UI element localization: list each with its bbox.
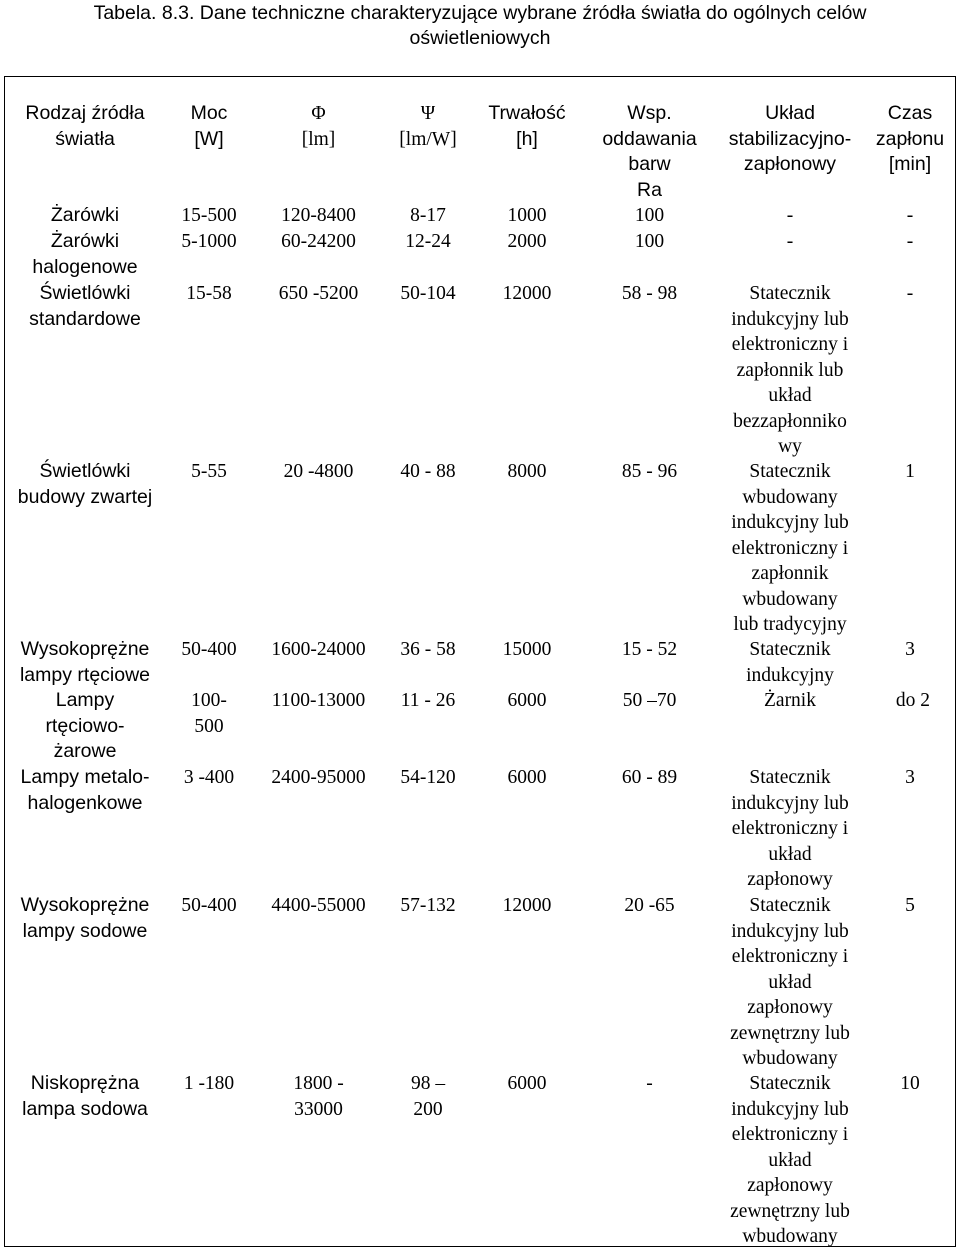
table-cell-line: 1000 [507, 205, 547, 226]
row-label-line: Wysokoprężne [20, 638, 150, 660]
table-cell [252, 637, 385, 663]
column-header-line: stabilizacyjno- [728, 127, 852, 150]
table-cell-line: zapłonowy [747, 1175, 833, 1196]
table-cell-line: 5-1000 [181, 231, 237, 252]
row-label-line: lampy sodowe [22, 919, 148, 942]
row-label-line: Wysokoprężne [20, 894, 150, 916]
table-cell-line: 8000 [507, 461, 547, 482]
table-cell-line: indukcyjny lub [731, 1098, 849, 1120]
column-header [385, 101, 471, 152]
table-cell-line: 11 - 26 [400, 690, 456, 711]
table-cell-line: 3 -400 [183, 767, 235, 788]
column-header-line: Wsp. [627, 102, 672, 124]
column-header [166, 101, 252, 152]
table-cell [166, 203, 252, 229]
table-cell-line: Statecznik [749, 461, 831, 482]
column-header [864, 101, 956, 178]
table-cell [471, 203, 583, 229]
table-cell-line: do 2 [895, 690, 930, 711]
table-cell-line: 100- [191, 690, 227, 711]
table-cell-line: 6000 [507, 1073, 547, 1094]
table-cell-line: 10 [900, 1073, 920, 1094]
column-header-line: [min] [888, 153, 932, 175]
table-cell-line: Statecznik [749, 767, 831, 788]
column-header-line: zapłonu [875, 127, 945, 150]
row-label-line: lampy rtęciowe [19, 663, 151, 686]
table-cell-line: wbudowany [742, 1048, 838, 1069]
table-cell [471, 1071, 583, 1097]
row-label-line: Żarówki [50, 230, 120, 252]
table-cell-line: wbudowany [742, 486, 838, 508]
table-cell-line: lub tradycyjny [733, 614, 847, 635]
row-label [4, 637, 166, 688]
table-cell [716, 459, 864, 638]
table-cell-line: 2000 [507, 231, 547, 252]
table-cell-line: wy [778, 436, 802, 457]
row-label-line: Żarówki [50, 204, 120, 226]
column-header [252, 101, 385, 152]
table-cell [166, 765, 252, 791]
row-label-line: standardowe [29, 307, 141, 330]
table-cell-line: Statecznik [749, 895, 831, 916]
table-cell-line: układ [768, 843, 812, 865]
table-cell-line: 15-500 [181, 205, 237, 226]
table-cell [252, 688, 385, 714]
table-cell-line: 3 [905, 639, 915, 660]
table-cell [385, 893, 471, 919]
table-cell [864, 281, 956, 307]
row-label [4, 893, 166, 944]
table-cell-line: indukcyjny lub [731, 512, 849, 533]
column-header-line: Czas [887, 102, 933, 124]
table-cell-line: - [786, 205, 794, 226]
table-cell [716, 893, 864, 1072]
row-label [4, 765, 166, 816]
table-cell-line: 8-17 [410, 205, 446, 226]
table-cell [864, 229, 956, 255]
table-cell-line: wbudowany [742, 588, 838, 610]
table-cell [583, 688, 716, 714]
table-cell-line: 57-132 [400, 895, 456, 916]
table-cell [166, 1071, 252, 1097]
table-cell-line: 650 -5200 [278, 283, 359, 304]
table-cell-line: 500 [194, 715, 224, 737]
table-cell [583, 765, 716, 791]
row-label-line: Świetlówki [39, 282, 131, 304]
table-cell [166, 637, 252, 663]
table-cell-line: 5 [905, 895, 915, 916]
table-cell-line: 6000 [507, 690, 547, 711]
table-cell [471, 637, 583, 663]
row-label-line: lampa sodowa [22, 1097, 148, 1120]
table-cell [471, 281, 583, 307]
table-cell [716, 765, 864, 893]
table-cell [864, 1071, 956, 1097]
table-cell [252, 229, 385, 255]
table-cell-line: 1600-24000 [271, 639, 366, 660]
column-header [471, 101, 583, 152]
table-cell-line: elektroniczny i [731, 537, 849, 559]
table-cell-line: 200 [413, 1098, 443, 1120]
table-cell-line: 1 [905, 461, 915, 482]
table-cell [252, 765, 385, 791]
table-cell-line: 15-58 [186, 283, 232, 304]
table-cell [252, 1071, 385, 1122]
table-cell [385, 459, 471, 485]
table-cell-line: 5-55 [191, 461, 227, 482]
table-cell-line: Statecznik [749, 283, 831, 304]
table-cell [583, 893, 716, 919]
table-cell [716, 688, 864, 714]
table-cell-line: 85 - 96 [621, 461, 678, 482]
table-cell [583, 229, 716, 255]
table-cell-line: indukcyjny [746, 664, 834, 686]
table-cell-line: 12000 [502, 895, 552, 916]
table-cell-line: 20 -65 [624, 895, 675, 916]
table-cell-line: 60 - 89 [621, 767, 678, 788]
table-cell-line: - [906, 205, 914, 226]
table-cell-line: 50-400 [181, 639, 237, 660]
column-header-line: Trwałość [488, 102, 566, 124]
table-cell [471, 893, 583, 919]
column-header-line: [lm/W] [399, 128, 457, 150]
column-header-line: barw [628, 153, 671, 175]
table-cell-line: 1800 - [293, 1073, 344, 1094]
table-cell [471, 459, 583, 485]
column-header [583, 101, 716, 203]
table-cell [385, 229, 471, 255]
table-cell [166, 459, 252, 485]
table-cell [583, 203, 716, 229]
row-label-line: Lampy [55, 689, 115, 711]
table-cell-line: 50-400 [181, 895, 237, 916]
caption-line-2: oświetleniowych [409, 27, 551, 49]
column-header-line: zapłonowy [743, 153, 837, 175]
row-label-line: żarowe [53, 740, 117, 762]
table-cell-line: 40 - 88 [400, 461, 456, 482]
table-cell-line: zapłonowy [747, 869, 833, 890]
column-header-line: Rodzaj źródła [25, 102, 145, 124]
table-cell-line: 50-104 [400, 283, 456, 304]
row-label-line: rtęciowo- [45, 714, 125, 737]
table-cell-line: elektroniczny i [731, 1124, 849, 1145]
table-cell [471, 229, 583, 255]
table-cell [716, 281, 864, 460]
table-cell [864, 765, 956, 791]
row-label-line: Niskoprężna [30, 1072, 140, 1094]
table-cell [166, 688, 252, 739]
table-cell [252, 281, 385, 307]
column-header-line: Moc [190, 102, 228, 124]
table-cell-line: 15000 [502, 639, 552, 660]
column-header-line: [lm] [301, 128, 336, 150]
table-cell-line: 3 [905, 767, 915, 788]
table-cell-line: 20 -4800 [283, 461, 354, 482]
row-label [4, 281, 166, 332]
column-header-line: Układ [765, 102, 815, 124]
table-cell [385, 637, 471, 663]
table-cell-line: 120-8400 [281, 205, 356, 226]
row-label [4, 229, 166, 280]
table-cell [583, 637, 716, 663]
table-cell-line: układ [768, 1149, 812, 1171]
table-cell [166, 893, 252, 919]
table-cell-line: zewnętrzny lub [730, 1022, 850, 1044]
row-label-line: Świetlówki [39, 460, 131, 482]
table-cell [166, 281, 252, 307]
table-cell-line: 100 [634, 205, 665, 226]
table-cell-line: 36 - 58 [400, 639, 456, 660]
table-cell-line: 58 - 98 [621, 283, 678, 304]
table-cell-line: wbudowany [742, 1226, 838, 1247]
table-cell-line: elektroniczny i [731, 946, 849, 967]
table-cell-line: zapłonowy [747, 997, 833, 1018]
table-cell-line: 12-24 [405, 231, 451, 252]
column-header [716, 101, 864, 178]
table-cell [166, 229, 252, 255]
table-cell [385, 1071, 471, 1122]
table-cell [864, 893, 956, 919]
column-header-line: Ψ [420, 103, 436, 124]
table-cell-line: 1100-13000 [271, 690, 366, 711]
table-cell-line: 6000 [507, 767, 547, 788]
table-cell-line: 15 - 52 [621, 639, 678, 660]
table-cell [385, 765, 471, 791]
table-cell [864, 688, 930, 714]
row-label-line: halogenowe [32, 255, 138, 278]
table-cell-line: 33000 [294, 1098, 343, 1120]
row-label-line: Lampy metalo- [20, 766, 150, 788]
table-cell [716, 637, 864, 688]
table-cell-line: Żarnik [764, 690, 816, 711]
table-cell-line: układ [768, 971, 812, 993]
table-cell [583, 281, 716, 307]
column-header-line: [h] [516, 127, 538, 150]
table-cell-line: indukcyjny lub [731, 920, 849, 942]
row-label [4, 688, 166, 765]
table-cell [716, 1071, 864, 1250]
table-cell-line: indukcyjny lub [731, 792, 849, 814]
table-cell-line: 50 –70 [622, 690, 677, 711]
table-cell [716, 229, 864, 255]
table-cell [385, 203, 471, 229]
table-cell [252, 459, 385, 485]
table-cell-line: - [786, 231, 794, 252]
caption-line-1: Tabela. 8.3. Dane techniczne charakteryzujące wybrane źródła światła do ogólnych celów [93, 2, 867, 24]
table-cell-line: bezzapłonniko [733, 410, 847, 432]
row-label [4, 1071, 166, 1122]
column-header-line: Ra [637, 178, 662, 201]
column-header-line: Φ [311, 103, 326, 124]
column-header [4, 101, 166, 152]
table-caption [0, 0, 960, 51]
table-cell-line: - [906, 231, 914, 252]
table-cell-line: indukcyjny lub [731, 308, 849, 330]
table-cell-line: 1 -180 [183, 1073, 235, 1094]
table-cell [385, 281, 471, 307]
table-cell-line: - [906, 283, 914, 304]
table-cell-line: zapłonnik [751, 563, 829, 584]
table-cell-line: 54-120 [400, 767, 456, 788]
column-header-line: światła [55, 127, 115, 150]
table-cell-line: zapłonnik lub [736, 359, 844, 381]
table-cell [864, 203, 956, 229]
table-cell [864, 637, 956, 663]
column-header-line: oddawania [602, 127, 697, 150]
table-cell [864, 459, 956, 485]
row-label-line: budowy zwartej [17, 485, 153, 508]
table-cell [583, 1071, 716, 1097]
table-cell-line: 60-24200 [281, 231, 356, 252]
table-cell [471, 765, 583, 791]
table-cell-line: 4400-55000 [271, 895, 366, 916]
table-cell [583, 459, 716, 485]
row-label [4, 459, 166, 510]
table-cell-line: elektroniczny i [731, 818, 849, 839]
table-cell-line: Statecznik [749, 639, 831, 660]
column-header-line: [W] [194, 127, 224, 150]
table-cell-line: - [646, 1073, 653, 1094]
table-cell [471, 688, 583, 714]
table-cell [252, 203, 385, 229]
table-cell-line: elektroniczny i [731, 334, 849, 355]
table-cell-line: 100 [634, 231, 665, 252]
table-cell-line: 98 – [410, 1073, 446, 1094]
table-cell [716, 203, 864, 229]
table-cell-line: zewnętrzny lub [730, 1200, 850, 1222]
table-cell-line: 12000 [502, 283, 552, 304]
table-cell [385, 688, 471, 714]
row-label [4, 203, 166, 229]
row-label-line: halogenkowe [27, 791, 143, 814]
table-cell-line: Statecznik [749, 1073, 831, 1094]
table-cell [252, 893, 385, 919]
table-cell-line: 2400-95000 [271, 767, 366, 788]
table-cell-line: układ [768, 385, 812, 406]
